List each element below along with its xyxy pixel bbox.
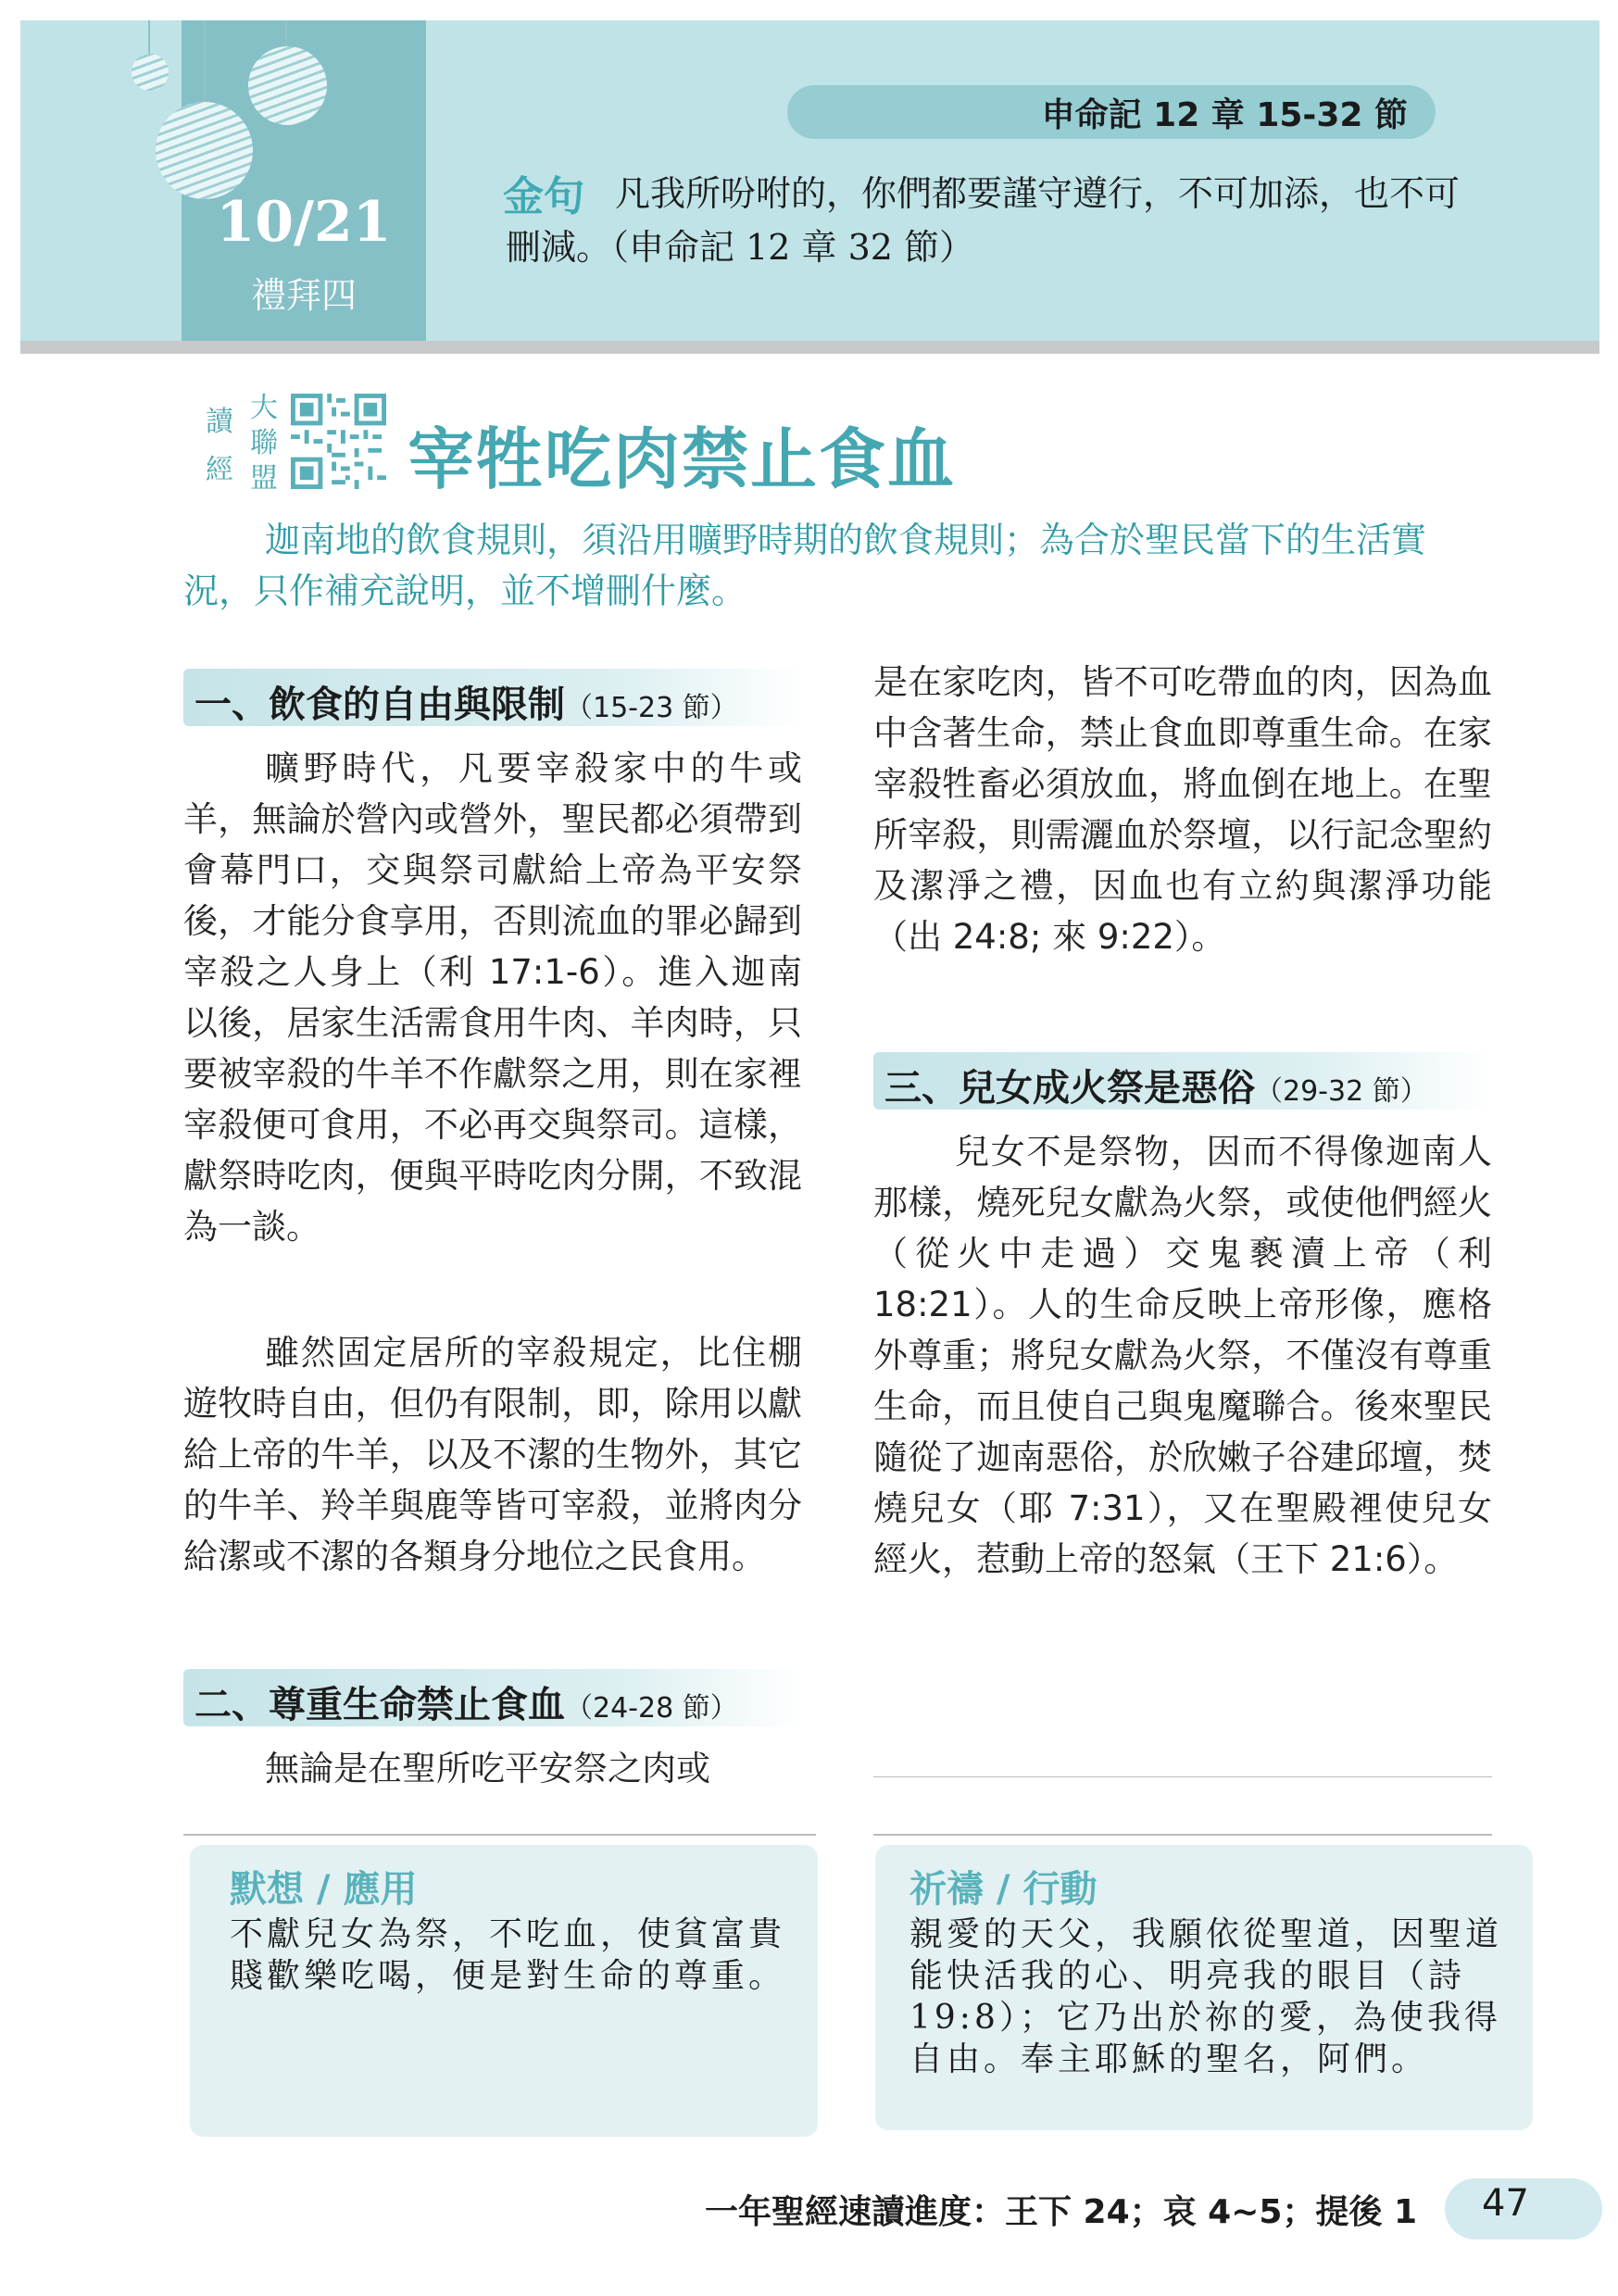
side-label-reading: 讀經 <box>206 406 233 486</box>
intro-paragraph: 迦南地的飲食規則，須沿用曠野時期的飲食規則；為合於聖民當下的生活實況，只作補充說明，並不增刪什麼。 <box>183 520 1427 611</box>
lantern-icon <box>248 46 327 125</box>
lantern-icon <box>156 102 253 199</box>
section2-paragraph-start: 無論是在聖所吃平安祭之肉或 <box>265 1749 710 1788</box>
section1-verses: （15-23 節） <box>565 692 738 724</box>
section1-paragraph-1: 曠野時代，凡要宰殺家中的牛或羊，無論於營內或營外，聖民都必須帶到會幕門口，交與祭司獻給上帝為平安祭後，才能分食享用，否則流血的罪必歸到宰殺之人身上（利 17:1-6）。進入迦南以後，居家生活需食用牛肉、羊肉時，只要被宰殺的牛羊不作獻祭之用，則在家裡宰殺便可食用，不必再交與祭司。這樣，獻祭時吃肉，便與平時吃肉分開，不致混為一談。 <box>183 748 802 1247</box>
divider <box>183 1834 816 1836</box>
meditation-title: 默想 / 應用 <box>230 1868 418 1911</box>
section3-paragraph-1: 兒女不是祭物，因而不得像迦南人那樣，燒死兒女獻為火祭，或使他們經火（從火中走過）交鬼褻瀆上帝（利 18:21）。人的生命反映上帝形像，應格外尊重；將兒女獻為火祭，不僅沒有尊重生命，而且使自己與鬼魔聯合。後來聖民隨從了迦南惡俗，於欣嫩子谷建邱壇，焚燒兒女（耶 7:31），又在聖殿裡使兒女經火，惹動上帝的怒氣（王下 21:6）。 <box>873 1132 1492 1579</box>
section3-verses: （29-32 節） <box>1255 1075 1428 1108</box>
lantern-string <box>148 20 150 57</box>
section1-heading <box>194 675 738 728</box>
scripture-reference: 申命記 12 章 15-32 節 <box>1041 96 1408 134</box>
divider <box>873 1834 1492 1836</box>
lantern-string <box>204 20 206 104</box>
meditation-text: 不獻兒女為祭，不吃血，使貧富貴賤歡樂吃喝，便是對生命的尊重。 <box>230 1915 786 1995</box>
header-shadow <box>20 341 1599 354</box>
reading-progress: 一年聖經速讀進度：王下 24；哀 4~5；提後 1 <box>704 2193 1417 2231</box>
lantern-icon <box>132 54 169 91</box>
golden-verse-text: 凡我所吩咐的，你們都要謹守遵行，不可加添，也不可刪減。（申命記 12 章 32 節） <box>506 173 1461 268</box>
golden-verse-label: 金句 <box>503 173 584 220</box>
section1-heading-text: 一、飲食的自由與限制 <box>194 684 565 726</box>
section3-heading <box>884 1059 1428 1111</box>
prayer-title: 祈禱 / 行動 <box>909 1868 1097 1911</box>
side-label-league: 大聯盟 <box>250 392 278 495</box>
qr-code-icon[interactable] <box>291 394 386 489</box>
divider <box>873 1776 1492 1777</box>
weekday: 禮拜四 <box>250 275 357 316</box>
date: 10/21 <box>216 190 392 255</box>
section2-verses: （24-28 節） <box>565 1692 738 1725</box>
page-title: 宰牲吃肉禁止食血 <box>408 420 957 498</box>
page-number: 47 <box>1482 2182 1529 2225</box>
section2-paragraph-continued: 是在家吃肉，皆不可吃帶血的肉，因為血中含著生命，禁止食血即尊重生命。在家宰殺牲畜必須放血，將血倒在地上。在聖所宰殺，則需灑血於祭壇，以行記念聖約及潔淨之禮，因血也有立約與潔淨功能（出 24:8; 來 9:22）。 <box>873 662 1492 957</box>
section3-heading-text: 三、兒女成火祭是惡俗 <box>884 1067 1255 1110</box>
section2-heading-text: 二、尊重生命禁止食血 <box>194 1684 565 1726</box>
prayer-text: 親愛的天父，我願依從聖道，因聖道能快活我的心、明亮我的眼目（詩 19:8）；它乃出於祢的愛，為使我得自由。奉主耶穌的聖名，阿們。 <box>909 1915 1503 2078</box>
lantern-string <box>285 20 287 48</box>
section2-heading <box>194 1675 738 1728</box>
section1-paragraph-2: 雖然固定居所的宰殺規定，比住棚遊牧時自由，但仍有限制，即，除用以獻給上帝的牛羊，以及不潔的生物外，其它的牛羊、羚羊與鹿等皆可宰殺，並將肉分給潔或不潔的各類身分地位之民食用。 <box>183 1333 802 1576</box>
